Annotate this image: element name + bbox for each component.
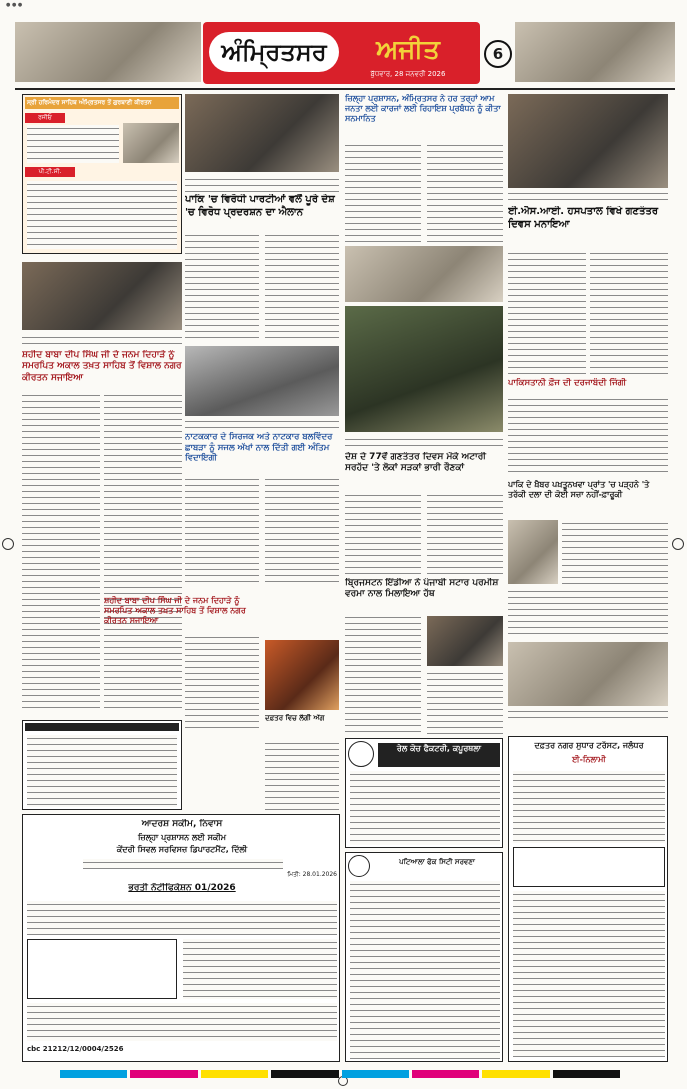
right-headline-1: ਈ.ਐਸ.ਆਈ. ਹਸਪਤਾਲ ਵਿਖੇ ਗਣਤੰਤਰ ਦਿਵਸ ਮਨਾਇਆ [508,206,659,230]
administration-honour-photo [345,246,503,302]
registration-mark-left-icon [2,538,14,550]
promo-details-text [27,181,177,249]
right-article1-col1 [508,250,586,374]
mid-article3-col1 [345,614,421,734]
left-notice-box [22,720,182,810]
trust-notice-table [513,847,665,887]
trust-notice-title: ਦਫ਼ਤਰ ਨਗਰ ਸੁਧਾਰ ਟਰੱਸਟ, ਜਲੰਧਰ [534,741,644,750]
left-notice-text [27,735,177,807]
black-swatch [271,1070,338,1078]
attari-border-ceremony-photo [345,306,503,432]
trust-notice-terms-text [513,891,665,1057]
attari-caption [345,436,503,448]
patiala-ad-text [350,881,500,1059]
rail-coach-factory-ad [345,738,503,848]
magenta-swatch [130,1070,197,1078]
left-notice-header-bar [25,723,179,731]
golden-temple-thumbnail-image [123,123,179,163]
recruitment-org-title: ਆਦਰਸ਼ ਸਕੀਮ, ਨਿਵਾਸ [141,819,223,829]
rail-coach-ad-title: ਰੇਲ ਕੋਚ ਫੈਕਟਰੀ, ਕਪੂਰਥਲਾ [378,743,500,767]
recruitment-vacancy-table [27,939,177,999]
cyan-swatch [342,1070,409,1078]
golden-temple-banner-image [15,22,201,82]
center-headline-3: ਸ਼ਹੀਦ ਬਾਬਾ ਦੀਪ ਸਿੰਘ ਜੀ ਦੇ ਜਨਮ ਦਿਹਾੜੇ ਨੂੰ ਸਮਰਪਿਤ ਅਕਾਲ ਤਖ਼ਤ ਸਾਹਿਬ ਤੋਂ ਵਿਸ਼ਾਲ ਨਗਰ ਕੀਰਤਨ ਸਜਾਇਆ [104,596,246,625]
recruitment-heading: ਭਰਤੀ ਨੋਟੀਫਿਕੇਸ਼ਨ 01/2026 [128,883,236,893]
right-headline-2: ਪਾਕਿਸਤਾਨੀ ਫ਼ੌਜ ਦੀ ਦਰਜਾਬੰਦੀ ਜਿੰਗੀ [508,378,627,388]
right-article3-col2 [562,520,668,584]
rail-coach-logo-icon [348,741,374,767]
patiala-ad-title: ਪਟਿਆਲਾ ਫੋਕ ਸਿਟੀ ਸਰਵਣਾ [399,858,475,866]
registration-mark-right-icon [672,538,684,550]
center-article1-col2 [265,232,339,342]
magenta-swatch [412,1070,479,1078]
page-number: 6 [484,40,512,68]
mid-headline-2: ਦੇਸ਼ ਦੇ 77ਵੇਂ ਗਣਤੰਤਰ ਦਿਵਸ ਮੌਕੇ ਅਟਾਰੀ ਸਰਹੱਦ 'ਤੇ ਲੋਕਾਂ ਸੜਕਾਂ ਭਾਰੀ ਰੌਣਕਾਂ [345,452,487,474]
recruitment-date: ਮਿਤੀ: 28.01.2026 [287,871,337,878]
rail-coach-ad-text [350,771,500,845]
center-article4-text [265,740,339,810]
masthead-rule [15,88,675,90]
promo-schedule-text [27,125,119,163]
right-article1-col2 [590,250,668,374]
center-article2-col1 [185,476,259,586]
pakistan-protest-caption [185,176,339,192]
funeral-procession-photo [185,346,339,416]
mid-headline-3: ਬ੍ਰਿਜਸਟਨ ਇੰਡੀਆ ਨੇ ਪੰਜਾਬੀ ਸਟਾਰ ਪਰਮੀਸ਼ ਵਰਮਾ ਨਾਲ ਮਿਲਾਇਆ ਹੱਥ [345,578,499,600]
kirtan-promo-box [22,94,182,254]
center-article1-col1 [185,232,259,342]
recruitment-eligibility-text [183,939,337,999]
trust-notice-subtitle: ਈ-ਨਿਲਾਮੀ [572,755,606,764]
trust-notice-intro-text [513,771,665,843]
masthead-title-right: ਅਜੀਤ [376,35,440,65]
bridgestone-launch-photo [427,616,503,666]
mid-article1-col2 [427,142,503,242]
patiala-logo-icon [348,855,370,877]
cyan-swatch [60,1070,127,1078]
black-swatch [553,1070,620,1078]
recruitment-intro-text [27,901,337,935]
mid-article2-col1 [345,492,421,574]
recruitment-org-subtitle: ਜ਼ਿਲ੍ਹਾ ਪ੍ਰਸ਼ਾਸਨ ਲਈ ਸਕੀਮ [137,833,227,842]
esi-hospital-caption [508,190,668,204]
print-slug-text: ● ● ● [6,2,23,8]
center-article2-col2 [265,476,339,586]
recruitment-org-line: ਕੇਂਦਰੀ ਸਿਵਲ ਸਰਵਿਸਜ਼ ਡਿਪਾਰਟਮੈਂਟ, ਦਿੱਲੀ [116,845,248,854]
print-slug [0,0,687,10]
nagar-kirtan-photo [22,262,182,330]
recruitment-terms-text [27,1003,337,1041]
recruitment-address-text [83,859,283,869]
masthead [203,22,480,84]
esi-hospital-photo [508,94,668,188]
center-headline-2: ਨਾਟਕਕਾਰ ਦੇ ਸਿਰਜਕ ਅਤੇ ਨਾਟਕਾਰ ਬਲਵਿੰਦਰ ਛਾਬੜਾ ਨੂੰ ਸਜਲ ਅੱਖਾਂ ਨਾਲ ਦਿੱਤੀ ਗਈ ਅੰਤਿਮ ਵਿਦਾਇਗੀ [185,432,333,464]
mid-article1-col1 [345,142,421,242]
recruitment-ref-code: cbc 21212/12/0004/2526 [27,1045,124,1053]
left-article-col1 [22,392,100,712]
mid-article3-col2 [427,670,503,734]
promo-tag-radio: ਰਜੀਓ [25,113,65,123]
pakistan-protest-photo [185,94,339,172]
left-article-col2 [104,392,182,712]
funeral-caption [185,418,339,430]
mid-article2-col2 [427,492,503,574]
nagar-kirtan-caption [22,334,182,348]
print-colour-bar [60,1070,620,1078]
recruitment-notice [22,814,340,1062]
right-article2-text [508,396,668,476]
masthead-title-left: ਅੰਮ੍ਰਿਤਸਰ [209,32,339,72]
patiala-tender-ad [345,852,503,1062]
promo-title: ਸ੍ਰੀ ਹਰਿਮੰਦਰ ਸਾਹਿਬ ਅੰਮ੍ਰਿਤਸਰ ਤੋਂ ਗੁਰਬਾਣੀ ਕੀਰਤਨ [25,97,179,109]
masthead-date: ਬੁੱਧਵਾਰ, 28 ਜਨਵਰੀ 2026 [370,70,446,78]
improvement-trust-notice [508,736,668,1062]
right-headline-3: ਪਾਕਿ ਦੇ ਖ਼ੈਬਰ ਪਖ਼ਤੂਨਖਵਾ ਪ੍ਰਾਂਤ 'ਚ ਪੜ੍ਹਨੇ 'ਤੇ ਤਰੱਕੀ ਦਲਾ ਦੀ ਕੋਈ ਸਜ਼ਾ ਨਹੀਂ-ਫ਼ਾਰੂਕੀ [508,480,650,499]
mid-headline-1: ਜ਼ਿਲ੍ਹਾ ਪ੍ਰਸ਼ਾਸਨ, ਅੰਮ੍ਰਿਤਸਰ ਨੇ ਹਰ ਤਰ੍ਹਾਂ ਆਮ ਜਨਤਾ ਲਈ ਕਾਰਜਾਂ ਲਈ ਰਿਹਾਇਸ਼ ਪ੍ਰਬੰਧਨ ਨੂੰ ਕੀਤਾ ਸਨਮਾਨਿਤ [345,94,501,123]
promo-tag-ptc: ਪੀ.ਟੀ.ਸੀ. [25,167,75,177]
right-article3-text [508,588,668,638]
yellow-swatch [201,1070,268,1078]
left-headline: ਸ਼ਹੀਦ ਬਾਬਾ ਦੀਪ ਸਿੰਘ ਜੀ ਦੇ ਜਨਮ ਦਿਹਾੜੇ ਨੂੰ ਸਮਰਪਿਤ ਅਕਾਲ ਤਖ਼ਤ ਸਾਹਿਬ ਤੋਂ ਵਿਸ਼ਾਲ ਨਗਰ ਕੀਰਤਨ ਸਜਾਇਆ [22,350,182,383]
office-fire-photo [265,640,339,710]
center-article3-col1 [185,634,259,730]
yellow-swatch [482,1070,549,1078]
center-headline-4: ਦਫ਼ਤਰ ਵਿਚ ਲੱਗੀ ਅੱਗ [265,714,325,722]
center-headline-1: ਪਾਕਿ 'ਚ ਵਿਰੋਧੀ ਪਾਰਟੀਆਂ ਵਲੋਂ ਪੂਰੇ ਦੇਸ਼ 'ਚ ਵਿਰੋਧ ਪ੍ਰਦਰਸ਼ਨ ਦਾ ਐਲਾਨ [185,194,335,218]
temple-tower-banner-image [515,22,675,82]
farooqui-portrait-photo [508,520,558,584]
event-caption [508,708,668,720]
event-group-photo [508,642,668,706]
